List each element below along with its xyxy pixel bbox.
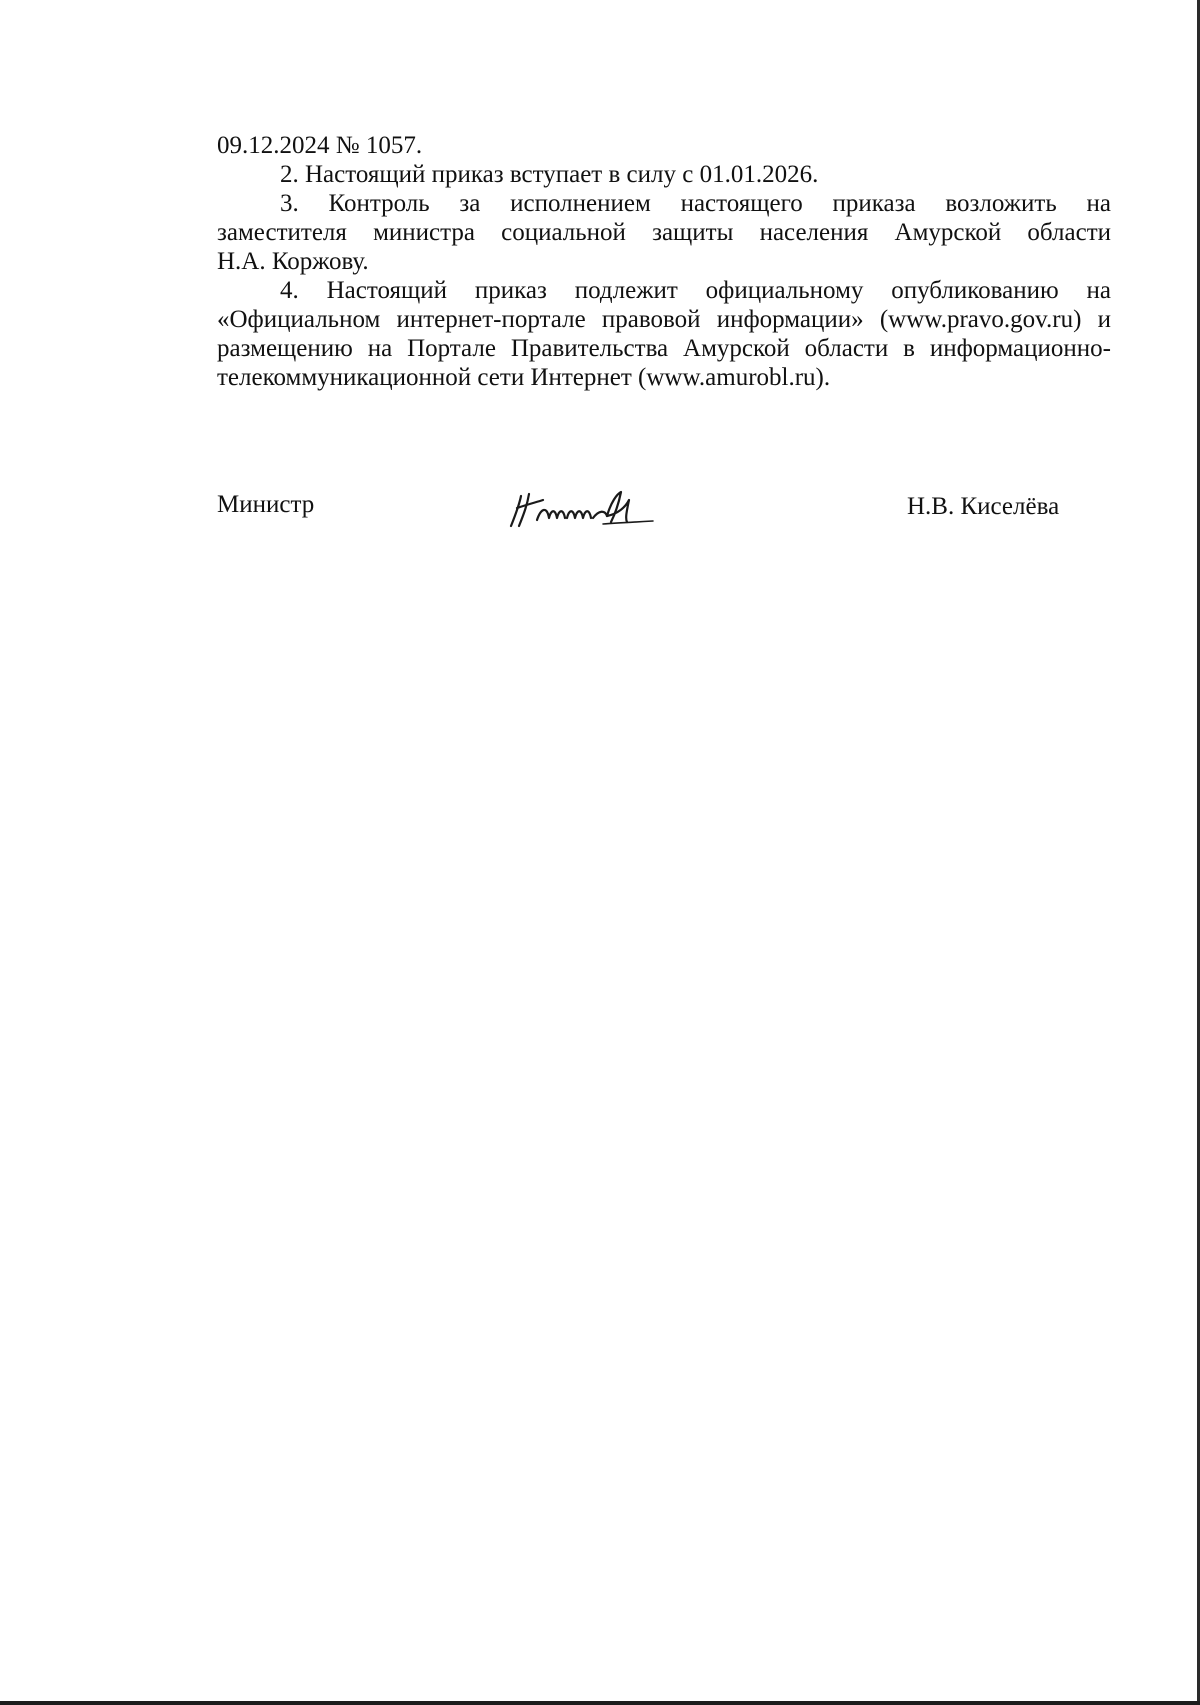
clause-4-line-3: размещению на Портале Правительства Амурской области в информационно- [217, 335, 1111, 362]
clause-3-line-2: заместителя министра социальной защиты населения Амурской области [217, 219, 1111, 246]
handwritten-signature [507, 488, 657, 530]
signer-position: Министр [217, 491, 315, 518]
reference-line: 09.12.2024 № 1057. [217, 132, 423, 159]
signature-block [217, 488, 1067, 548]
clause-4-line-2: «Официальном интернет-портале правовой информации» (www.pravo.gov.ru) и [217, 306, 1111, 333]
clause-3-line-3: Н.А. Коржову. [217, 248, 369, 275]
clause-3-line-1: 3. Контроль за исполнением настоящего приказа возложить на [280, 190, 1111, 217]
signer-name: Н.В. Киселёва [907, 493, 1060, 520]
scan-edge-bottom [0, 1701, 1200, 1705]
clause-4-line-4: телекоммуникационной сети Интернет (www.amurobl.ru). [217, 364, 831, 391]
document-body [217, 131, 1111, 392]
clause-4-line-1: 4. Настоящий приказ подлежит официальному опубликованию на [280, 277, 1111, 304]
clause-2-line: 2. Настоящий приказ вступает в силу с 01.01.2026. [280, 161, 819, 188]
